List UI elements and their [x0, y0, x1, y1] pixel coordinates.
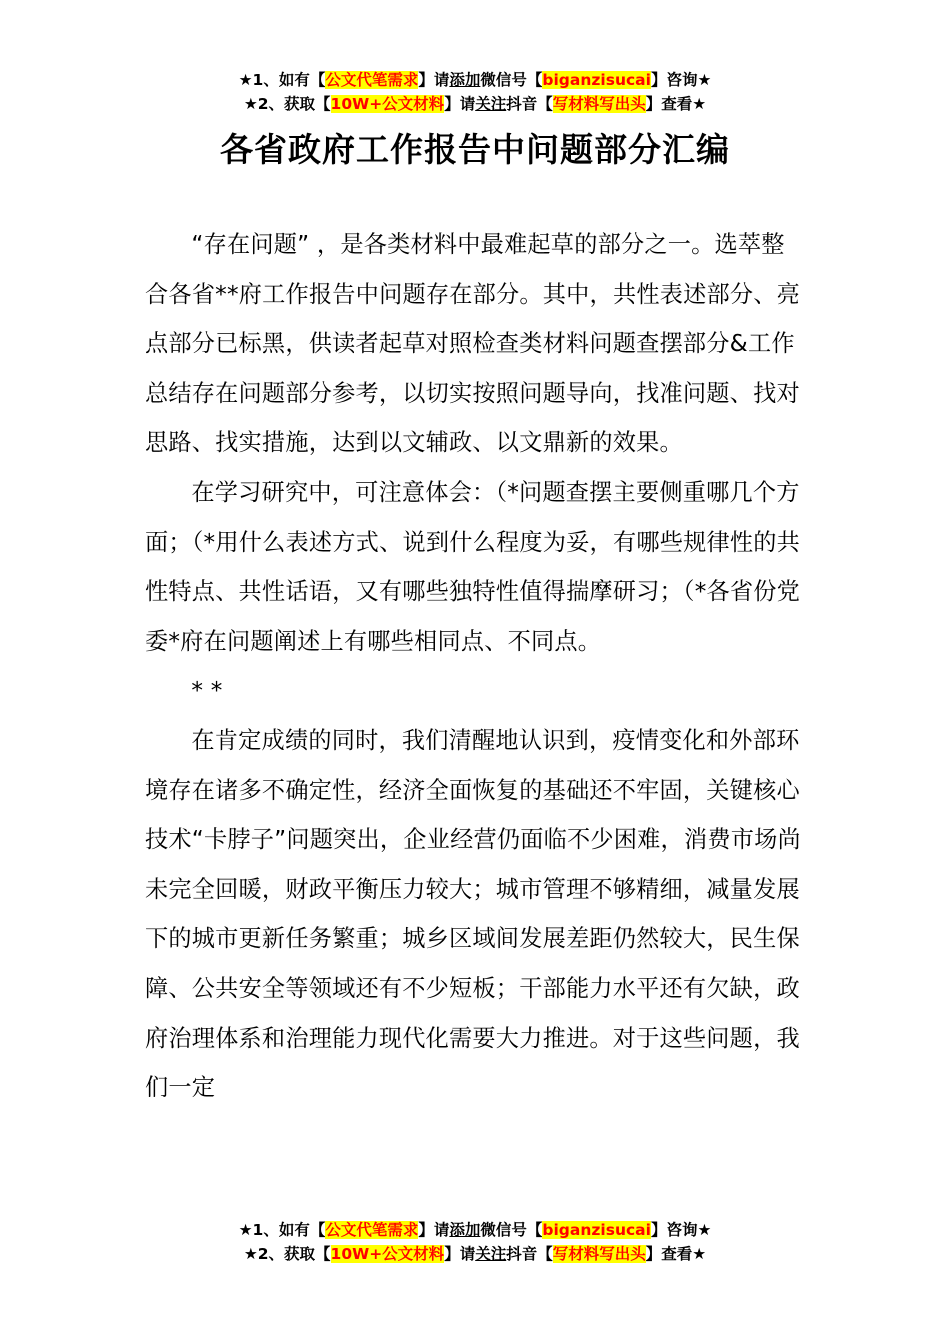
promo-highlight: biganzisucai	[542, 1221, 651, 1239]
promo-line-1: ★1、如有【公文代笔需求】请添加微信号【biganzisucai】咨询★	[238, 1221, 712, 1239]
paragraph: “存在问题” ，是各类材料中最难起草的部分之一。选萃整合各省**府工作报告中问题存在部分。其中，共性表述部分、亮点部分已标黑，供读者起草对照检查类材料问题查摆部分&工作总结存在问题部分参考，以切实按照问题导向，找准问题、找对思路、找实措施，达到以文辅政、以文鼎新的效果。	[145, 231, 801, 457]
section-separator: * *	[191, 677, 223, 705]
promo-highlight: 写材料写出头	[552, 95, 646, 113]
paragraph: 在学习研究中，可注意体会：（*问题查摆主要侧重哪几个方面；（*用什么表述方式、说到什么程度为妥，有哪些规律性的共性特点、共性话语，又有哪些独特性值得揣摩研习；（*各省份党委*府在问题阐述上有哪些相同点、不同点。	[145, 478, 801, 655]
promo-highlight: 公文代笔需求	[325, 71, 419, 89]
paragraph: 在肯定成绩的同时，我们清醒地认识到，疫情变化和外部环境存在诸多不确定性，经济全面恢复的基础还不牢固，关键核心技术“卡脖子”问题突出，企业经营仍面临不少困难，消费市场尚未完全回暖，财政平衡压力较大；城市管理不够精细，减量发展下的城市更新任务繁重；城乡区域间发展差距仍然较大，民生保障、公共安全等领域还有不少短板；干部能力水平还有欠缺，政府治理体系和治理能力现代化需要大力推进。对于这些问题，我们一定	[145, 726, 801, 1102]
promo-line-2: ★2、获取【10W+公文材料】请关注抖音【写材料写出头】查看★	[243, 1245, 707, 1263]
promo-highlight: 10W+公文材料	[330, 95, 445, 113]
bottom-promo-banner	[0, 1218, 950, 1266]
promo-line-1: ★1、如有【公文代笔需求】请添加微信号【biganzisucai】咨询★	[238, 71, 712, 89]
promo-highlight: 公文代笔需求	[325, 1221, 419, 1239]
promo-highlight: biganzisucai	[542, 71, 651, 89]
promo-highlight: 写材料写出头	[552, 1245, 646, 1263]
top-promo-banner	[0, 68, 950, 116]
promo-line-2: ★2、获取【10W+公文材料】请关注抖音【写材料写出头】查看★	[243, 95, 707, 113]
document-title: 各省政府工作报告中问题部分汇编	[220, 130, 730, 169]
promo-highlight: 10W+公文材料	[330, 1245, 445, 1263]
document-body	[145, 220, 807, 1113]
